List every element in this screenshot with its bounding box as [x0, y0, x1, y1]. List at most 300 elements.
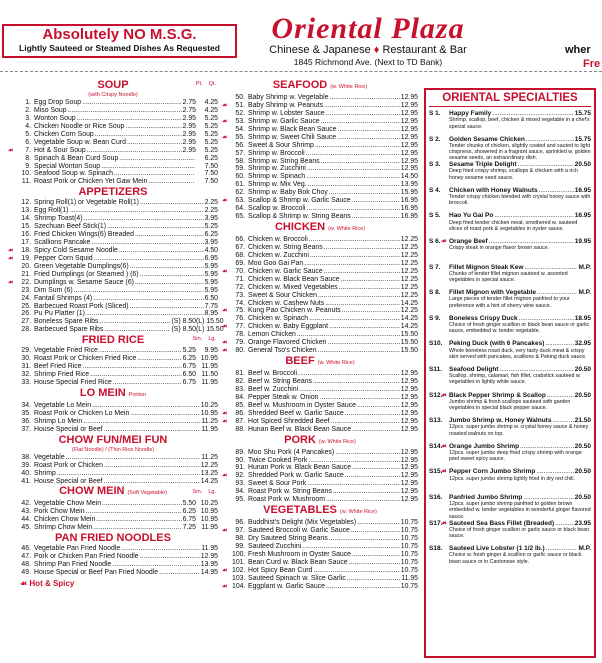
- menu-item: [8, 107, 218, 115]
- item-price: 2.95: [182, 130, 196, 138]
- leader-dots: [114, 170, 195, 178]
- spicy-icon: ☙: [222, 418, 228, 425]
- menu-item: [222, 142, 418, 150]
- menu-item: [222, 307, 418, 315]
- item-number: 2.: [25, 106, 31, 114]
- item-name: Shrimp Lo Mein: [34, 417, 83, 425]
- item-price: 11.95: [201, 425, 218, 433]
- menu-item: [8, 462, 218, 470]
- menu-item: [8, 115, 218, 123]
- spicy-icon: ☙: [222, 567, 228, 574]
- menu-item: [222, 268, 418, 276]
- leader-dots: [352, 213, 400, 221]
- leader-dots: [297, 331, 400, 339]
- item-name: Shrimp w. Baby Bok Choy: [248, 189, 328, 197]
- item-price: 6.25: [182, 508, 196, 516]
- item-number: 85.: [235, 401, 245, 409]
- leader-dots: [308, 181, 400, 189]
- leader-dots: [546, 545, 578, 552]
- item-name: Pepper Corn Squid: [34, 254, 93, 262]
- specialty-price: 19.95: [574, 237, 591, 245]
- item-name: Green Vegetable Dumplings(6): [34, 262, 129, 270]
- item-number: 67.: [235, 243, 245, 251]
- menu-item: [222, 488, 418, 496]
- item-price-large: 7.50: [204, 178, 218, 186]
- item-number: 55.: [235, 133, 245, 141]
- item-price-large: 7.50: [204, 162, 218, 170]
- menu-item: [222, 583, 418, 591]
- item-name: Moo Goo Gai Pan: [248, 259, 304, 267]
- item-name: Shrimp w. Broccoli: [248, 149, 305, 157]
- item-price: 5.95: [204, 286, 218, 294]
- item-name: Buddhist's Delight (Mix Vegetables): [248, 519, 357, 527]
- menu-item: [222, 370, 418, 378]
- item-price: 12.95: [400, 448, 418, 456]
- item-price: 12.95: [400, 101, 418, 109]
- tagline-venue: Restaurant & Bar: [382, 44, 467, 56]
- leader-dots: [520, 443, 574, 450]
- leader-dots: [318, 347, 400, 355]
- item-number: 86.: [235, 409, 245, 417]
- soup-heading: [8, 79, 218, 92]
- specialty-header: [429, 212, 591, 219]
- specialty-item: [429, 289, 591, 315]
- item-number: 30.: [21, 355, 31, 363]
- item-price: 12.95: [400, 496, 418, 504]
- no-msg-subtitle: Lightly Sauteed or Steamed Dishes As Requested: [19, 43, 220, 53]
- leader-dots: [90, 371, 181, 379]
- item-number: 21.: [21, 270, 31, 278]
- spicy-icon: ☙: [441, 519, 447, 527]
- item-name: Vegetable Fried Rice: [34, 347, 98, 355]
- item-number: 59.: [235, 165, 245, 173]
- fried_rice-title: FRIED RICE: [81, 334, 145, 347]
- leader-dots: [107, 223, 204, 231]
- item-number: 27.: [21, 318, 31, 326]
- item-price: 11.25: [201, 417, 218, 425]
- specialty-item: [429, 366, 591, 392]
- item-name: Roast Pork or Chicken Lo Mein: [34, 409, 130, 417]
- specialty-header: [429, 136, 591, 143]
- menu-item: [222, 331, 418, 339]
- menu-item: [222, 165, 418, 173]
- item-number: 18.: [21, 246, 31, 254]
- spicy-icon: [441, 110, 449, 117]
- chow_mein-note: (Soft Vegetable): [127, 490, 167, 497]
- specialty-header: [429, 392, 591, 399]
- menu-item: [222, 323, 418, 331]
- leader-dots: [537, 289, 577, 296]
- item-price: 16.95: [400, 205, 418, 213]
- item-price: 10.75: [400, 582, 418, 590]
- item-name: Sweet & Sour Chicken: [248, 291, 317, 299]
- leader-dots: [307, 165, 400, 173]
- chow_mein-heading: [8, 485, 218, 500]
- item-price: 10.75: [400, 519, 418, 527]
- item-name: Shrimp w. Zucchini: [248, 165, 306, 173]
- leader-dots: [555, 520, 574, 527]
- item-number: 71.: [235, 275, 245, 283]
- item-price: 12.95: [400, 117, 418, 125]
- item-price: 12.95: [400, 94, 418, 101]
- leader-dots: [306, 150, 400, 158]
- item-number: 44.: [21, 516, 31, 524]
- lo_mein-heading: [8, 387, 218, 402]
- leader-dots: [536, 468, 573, 475]
- restaurant-name: Oriental Plaza: [271, 12, 465, 45]
- leader-dots: [299, 386, 400, 394]
- specialty-item: [429, 187, 591, 213]
- item-price: 14.25: [400, 299, 418, 307]
- item-price: 6.50: [204, 294, 218, 302]
- item-price: 6.25: [204, 231, 218, 239]
- item-number: 45.: [21, 524, 31, 532]
- chicken-title: CHICKEN: [274, 221, 326, 233]
- menu-item: [222, 480, 418, 488]
- item-price: 12.25: [400, 307, 418, 315]
- menu-item: [222, 394, 418, 402]
- specialty-description: Large pieces of tender fillet mignon panfried to your preference with a hint of sherry wine sauce.: [449, 296, 570, 309]
- menu-item: [8, 263, 218, 271]
- item-price: 12.95: [200, 553, 218, 561]
- item-price: (S) 8.50: [171, 318, 196, 326]
- item-price: 7.25: [182, 524, 196, 532]
- specialty-number: S 1.: [429, 110, 441, 117]
- item-price: 12.25: [400, 259, 418, 267]
- leader-dots: [307, 480, 400, 488]
- specialty-name: Pepper Corn Jumbo Shrimp: [449, 468, 536, 476]
- item-number: 66.: [235, 236, 245, 243]
- specialty-name: Happy Family: [449, 110, 492, 117]
- item-name: Chicken w. Black Bean Sauce: [248, 275, 340, 283]
- item-price: 14.50: [400, 173, 418, 181]
- item-price-large: 5.25: [204, 114, 218, 122]
- item-number: 33.: [21, 379, 31, 386]
- menu-item: [222, 284, 418, 292]
- specialty-name: Chicken with Honey Walnuts: [449, 186, 538, 194]
- specialty-item: [429, 212, 591, 238]
- item-price-large: 10.25: [200, 500, 218, 508]
- spicy-icon: ☙: [441, 391, 447, 399]
- menu-item: [8, 231, 218, 239]
- menu-item: [8, 561, 218, 569]
- item-name: Roast Pork w. Mushroom: [248, 496, 325, 504]
- item-price: 13.25: [200, 469, 218, 477]
- item-name: Hot Spiced Shredded Beef: [248, 417, 330, 425]
- specialty-header: [429, 264, 591, 271]
- no-msg-banner: [2, 24, 237, 58]
- item-number: 97.: [235, 527, 245, 535]
- menu-item: [222, 559, 418, 567]
- item-price: 12.95: [400, 125, 418, 133]
- item-price-large: 11.95: [201, 524, 218, 532]
- spicy-icon: ☙: [8, 279, 14, 286]
- item-number: 17.: [21, 239, 31, 246]
- leader-dots: [352, 426, 400, 434]
- item-number: 46.: [21, 545, 31, 553]
- leader-dots: [92, 402, 200, 410]
- item-number: 88.: [235, 425, 245, 433]
- item-price-large: 4.25: [204, 106, 218, 114]
- specialty-description: Scallop, shrimp, calamari, fish fillet, crabstick sauteed w. vegetables in lightly white sauce.: [449, 373, 581, 386]
- item-price-large: 10.95: [200, 355, 218, 363]
- item-number: 20.: [21, 262, 31, 270]
- menu-item: [222, 449, 418, 457]
- leader-dots: [324, 102, 400, 110]
- leader-dots: [68, 107, 182, 115]
- menu-item: [8, 239, 218, 247]
- item-number: 31.: [21, 363, 31, 371]
- menu-item: [8, 131, 218, 139]
- item-name: Shredded Beef w. Garlic Sauce: [248, 409, 344, 417]
- item-number: 34.: [21, 401, 31, 409]
- leader-dots: [102, 500, 182, 508]
- specialty-price: 23.95: [574, 519, 591, 527]
- item-number: 103.: [232, 574, 246, 582]
- leader-dots: [137, 355, 181, 363]
- item-number: 56.: [235, 141, 245, 149]
- specialty-price: 15.75: [574, 110, 591, 117]
- beef-title: BEEF: [285, 355, 315, 368]
- specialty-item: [429, 264, 591, 290]
- menu-item: [8, 170, 218, 178]
- menu-item: [8, 163, 218, 171]
- leader-dots: [326, 496, 400, 504]
- item-name: Shrimp Chow Mein: [34, 524, 93, 532]
- item-name: House Special or Beef Pan Fried Noodle: [34, 569, 159, 576]
- item-price-large: 6.25: [204, 154, 218, 162]
- menu-item: [222, 118, 418, 126]
- menu-item: [8, 508, 218, 516]
- item-price: 12.95: [400, 480, 418, 488]
- item-number: 64.: [235, 205, 245, 213]
- item-number: 101.: [232, 558, 246, 566]
- leader-dots: [337, 126, 399, 134]
- item-price: 14.25: [400, 323, 418, 331]
- specialty-number: S 6.: [429, 237, 441, 245]
- specialty-description: Deep fried tender chicken meat, smothered w. sauteed slices of roast pork & vegetables in oyster sauce.: [449, 219, 578, 232]
- item-price: 4.50: [204, 246, 218, 254]
- leader-dots: [99, 347, 182, 355]
- item-name: Shrimp: [34, 469, 56, 477]
- leader-dots: [524, 264, 577, 271]
- menu-item: [8, 569, 218, 577]
- leader-dots: [130, 410, 199, 418]
- spicy-icon: ☙: [222, 118, 228, 125]
- item-price: 2.95: [182, 146, 196, 154]
- specialty-item: [429, 340, 591, 366]
- item-number: 25.: [21, 302, 31, 310]
- specialty-number: S 7.: [429, 263, 441, 271]
- item-price: 12.95: [400, 417, 418, 425]
- menu-item: [8, 553, 218, 561]
- leader-dots: [135, 231, 204, 239]
- item-price: 6.50: [182, 371, 196, 379]
- specialty-number: S 2.: [429, 135, 441, 143]
- item-name: Scallop & Shrimp w. Garlic Sauce: [248, 197, 351, 205]
- leader-dots: [83, 363, 182, 371]
- item-number: 70.: [235, 267, 245, 275]
- item-number: 80.: [235, 347, 245, 355]
- specialty-price: 32.95: [574, 340, 591, 348]
- menu-item: [8, 545, 218, 553]
- item-name: Egg Drop Soup: [34, 99, 82, 106]
- specialty-number: S11.: [429, 365, 443, 373]
- menu-item: [8, 99, 218, 107]
- specialty-description: Choice of fresh ginger scallion or black bean sauce or garlic sauce, embedded w. tender vegetable.: [449, 321, 590, 335]
- item-number: 62.: [235, 189, 245, 197]
- leader-dots: [357, 519, 400, 527]
- item-number: 90.: [235, 456, 245, 464]
- item-price: 5.50: [182, 500, 196, 508]
- leader-dots: [93, 295, 203, 303]
- menu-item: [222, 102, 418, 110]
- item-number: 23.: [21, 286, 31, 294]
- item-price: 5.95: [204, 270, 218, 278]
- specialty-number: S13.: [429, 417, 443, 425]
- item-number: 98.: [235, 535, 245, 542]
- item-price: 6.75: [182, 516, 196, 524]
- menu-item: [8, 410, 218, 418]
- item-name: Orange Flavored Chicken: [248, 339, 327, 347]
- leader-dots: [518, 161, 574, 168]
- appetizers-title: APPETIZERS: [78, 186, 148, 199]
- specialty-header: [429, 417, 591, 424]
- menu-item: [8, 147, 218, 155]
- leader-dots: [547, 392, 574, 399]
- item-name: Beef w. Zucchini: [248, 385, 299, 393]
- menu-item: [8, 310, 218, 318]
- item-name: Beef w. Mushroom in Oyster Sauce: [248, 401, 356, 409]
- chicken-note: (w. White Rice): [328, 226, 366, 232]
- item-number: 52.: [235, 109, 245, 117]
- leader-dots: [315, 142, 400, 150]
- edge-text-bottom: Fre: [583, 58, 601, 70]
- specialty-item: [429, 392, 591, 418]
- leader-dots: [69, 207, 203, 215]
- item-number: 100.: [232, 550, 246, 558]
- leader-dots: [352, 464, 400, 472]
- specialty-price: 16.95: [574, 186, 591, 194]
- item-name: Beef Fried Rice: [34, 363, 82, 371]
- specialty-price: 16.95: [574, 212, 591, 220]
- specialties-title: ORIENTAL SPECIALTIES: [429, 92, 591, 107]
- menu-item: [222, 181, 418, 189]
- item-price: 12.95: [400, 109, 418, 117]
- spicy-icon: ☙: [8, 255, 14, 262]
- item-price: 2.25: [204, 207, 218, 215]
- specialties-box: [424, 88, 596, 658]
- menu-column-left: [8, 79, 224, 588]
- item-price: 2.95: [182, 122, 196, 130]
- item-number: 5.: [25, 130, 31, 138]
- menu-item: [222, 205, 418, 213]
- item-price: 12.95: [400, 488, 418, 496]
- item-name: Barbecued Roast Pork (Sliced): [34, 302, 129, 310]
- menu-item: [222, 418, 418, 426]
- item-name: Shrimp w. String Beans: [248, 157, 320, 165]
- leader-dots: [104, 326, 170, 334]
- item-number: 24.: [21, 294, 31, 302]
- specialty-header: [429, 494, 591, 501]
- item-number: 38.: [21, 453, 31, 461]
- menu-item: [8, 454, 218, 462]
- item-price-large: 10.95: [200, 516, 218, 524]
- menu-item: [8, 426, 218, 434]
- item-price: 11.95: [201, 545, 218, 553]
- item-name: Eggplant w. Garlic Sauce: [248, 582, 325, 590]
- menu-item: [222, 173, 418, 181]
- specialty-description: Chunks of tender fillet mignon sauteed w. assorted vegetables in special sauce.: [449, 270, 568, 284]
- item-number: 74.: [235, 299, 245, 307]
- spicy-icon: ☙: [8, 147, 14, 154]
- pork-note: (w. White Rice): [318, 438, 356, 445]
- fried_rice-heading: [8, 334, 218, 347]
- specialty-description: Crispy steak in orange flavor brown sauce.: [449, 245, 550, 252]
- menu-item: [222, 300, 418, 308]
- item-number: 91.: [235, 464, 245, 472]
- item-price: 12.95: [400, 133, 418, 141]
- item-name: Hot Spicy Bean Curd: [248, 566, 313, 574]
- seafood-note: (w. White Rice): [330, 84, 368, 90]
- leader-dots: [121, 545, 200, 553]
- spicy-icon: [441, 187, 449, 194]
- item-price: 6.75: [182, 379, 196, 386]
- specialty-name: Jumbo Shrimp w. Honey Walnuts: [449, 417, 552, 425]
- item-price: 10.25: [200, 401, 218, 409]
- item-price-large: 7.50: [204, 170, 218, 178]
- specialty-description: 12pcs. super jumbo shrimp w. crystal honey sauce & honey roasted walnuts on top.: [449, 424, 589, 437]
- menu-item: [222, 236, 418, 244]
- leader-dots: [104, 462, 200, 470]
- item-name: Chicken Chow Mein: [34, 516, 96, 524]
- item-name: Chicken w. Spinach: [248, 315, 309, 323]
- item-price-large: 5.25: [204, 130, 218, 138]
- specialty-item: [429, 468, 591, 494]
- leader-dots: [104, 478, 200, 486]
- item-name: Shrimp w. Black Bean Sauce: [248, 125, 337, 133]
- item-price: 11.25: [201, 453, 218, 461]
- specialty-description: Tender crispy chicken blended with crystal honey sauce with broccoli.: [449, 193, 591, 207]
- menu-item: [8, 371, 218, 379]
- item-price: 12.95: [400, 401, 418, 409]
- specialty-header: [429, 340, 591, 347]
- item-number: 49.: [21, 569, 31, 576]
- item-price: 2.75: [182, 106, 196, 114]
- leader-dots: [349, 559, 400, 567]
- leader-dots: [321, 118, 400, 126]
- item-name: Moo Shu Pork (4 Pancakes): [248, 448, 335, 456]
- item-name: Boneless Spare Ribs: [34, 318, 99, 326]
- leader-dots: [313, 567, 399, 575]
- specialty-number: S 3.: [429, 161, 441, 169]
- item-name: Chicken w. String Beans: [248, 243, 323, 251]
- item-name: Chicken w. Garlic Sauce: [248, 267, 323, 275]
- item-price: 12.25: [400, 243, 418, 251]
- specialty-price: M.P.: [578, 545, 591, 553]
- leader-dots: [148, 178, 195, 186]
- item-name: Wonton Soup: [34, 114, 76, 122]
- item-number: 79.: [235, 339, 245, 347]
- item-price: 12.95: [400, 425, 418, 433]
- leader-dots: [324, 244, 400, 252]
- item-price: 15.50: [400, 347, 418, 355]
- menu-item: [8, 215, 218, 223]
- item-name: Hunan Pork w. Black Bean Sauce: [248, 464, 352, 472]
- leader-dots: [304, 260, 400, 268]
- item-name: Scallop & Shrimp w. String Beans: [248, 213, 351, 221]
- item-name: Chicken w. Baby Eggplant: [248, 323, 329, 331]
